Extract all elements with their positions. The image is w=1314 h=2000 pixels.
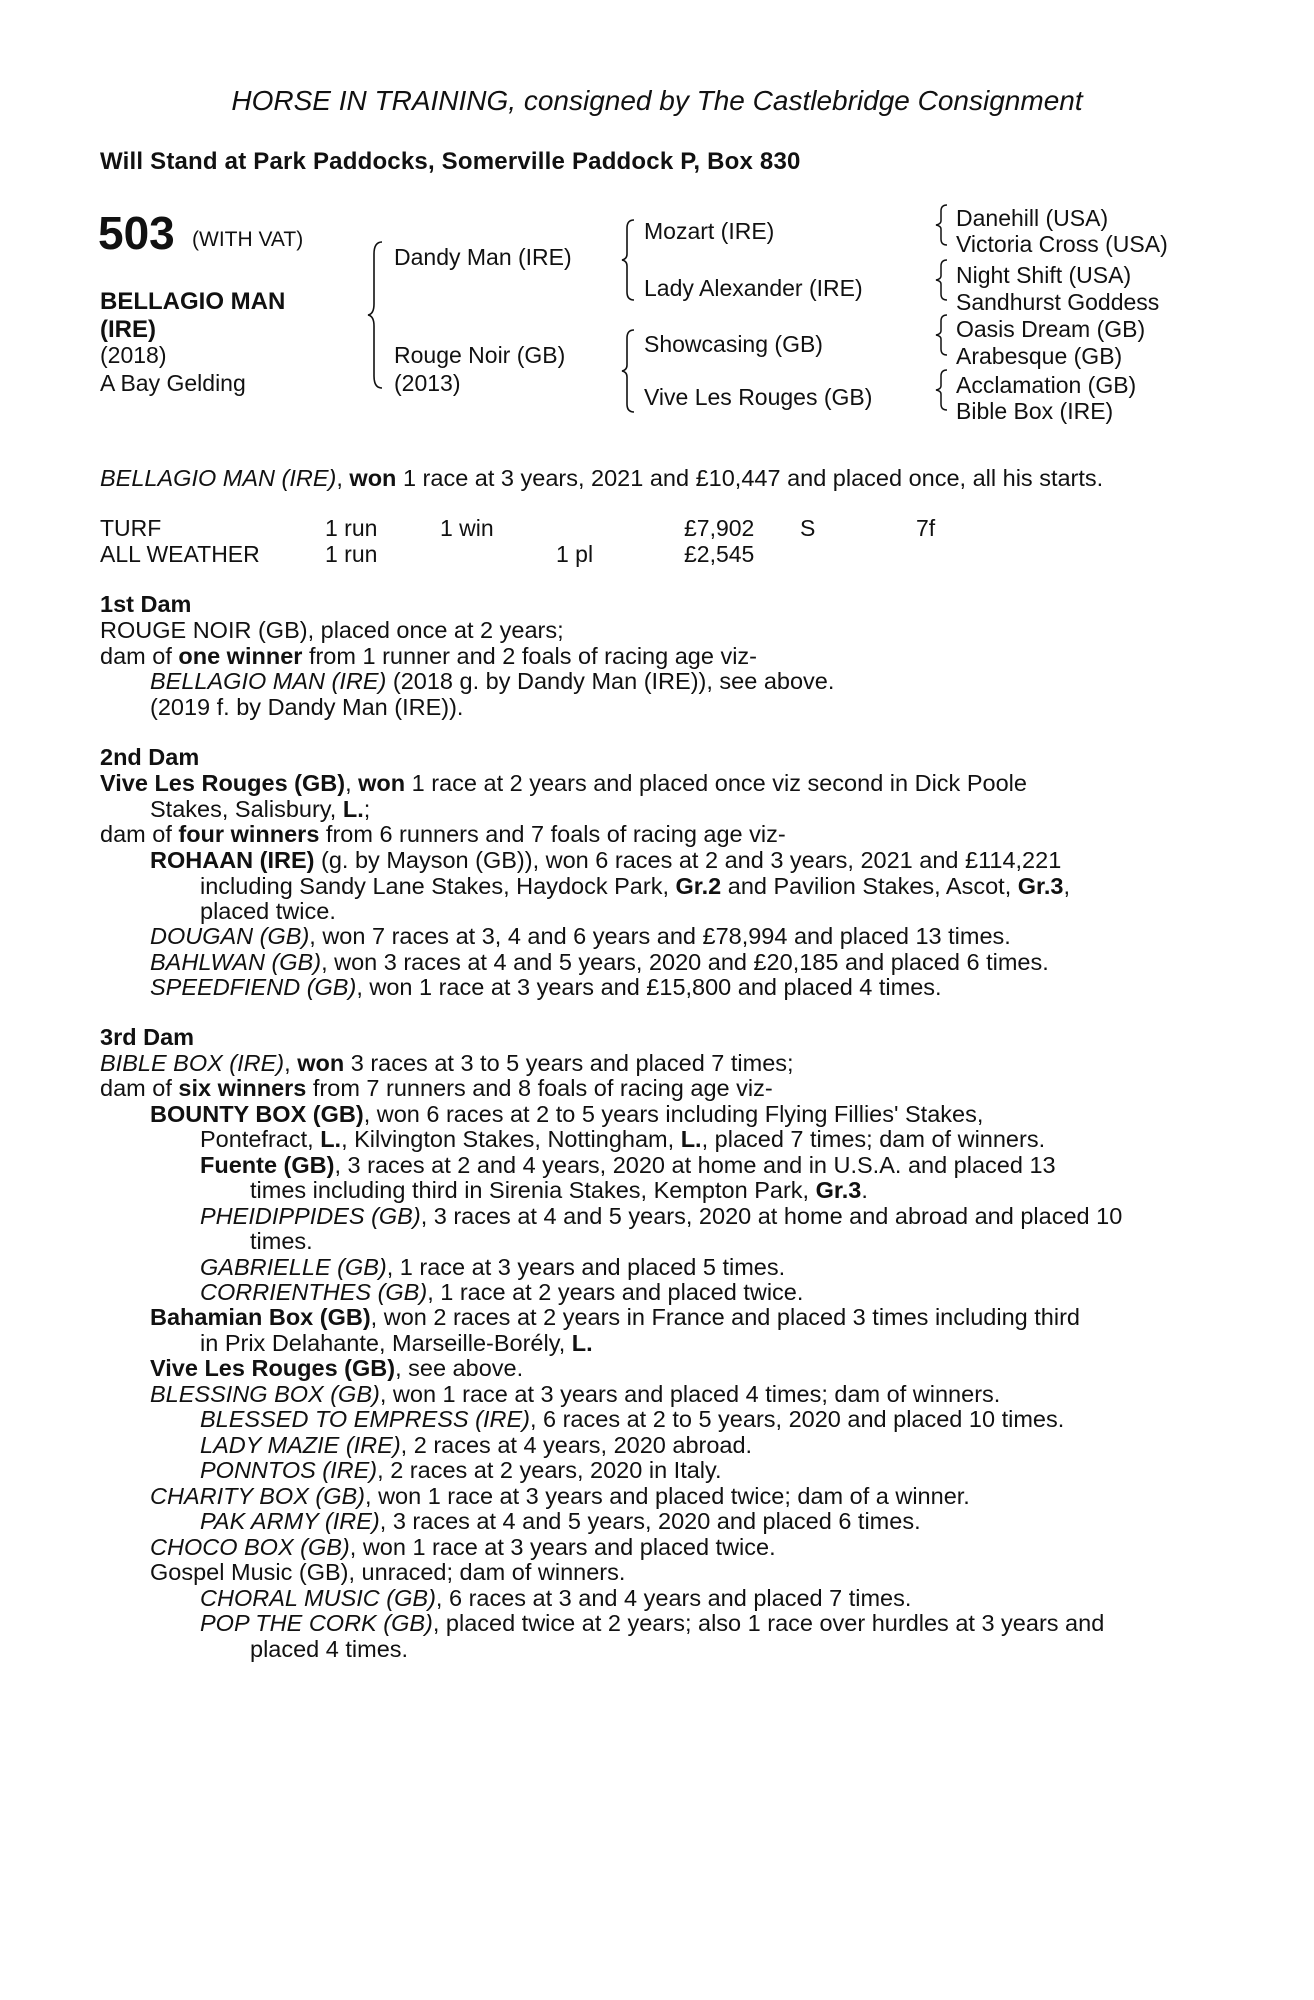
dam3-offspring: [200, 1330, 593, 1357]
pedigree-sire-dam: Lady Alexander (IRE): [644, 275, 863, 301]
dam3-name: BIBLE BOX (IRE): [100, 1050, 285, 1076]
dam2-text: 1 race at 2 years and placed once viz second in Dick Poole: [405, 770, 1027, 796]
dam1-line: ROUGE NOIR (GB), placed once at 2 years;: [100, 617, 564, 643]
dam3-offspring: [150, 1381, 1000, 1408]
offspring-name: BELLAGIO MAN (IRE): [150, 668, 387, 694]
pedigree-g7: Acclamation (GB): [956, 372, 1137, 398]
dam2-text: from 6 runners and 7 foals of racing age viz-: [319, 821, 786, 847]
record-distance: 7f: [916, 515, 936, 541]
pedigree-sire: Dandy Man (IRE): [394, 244, 572, 270]
dam2-offspring: [150, 949, 1049, 976]
dam3-won: won: [297, 1050, 345, 1076]
offspring-details: , won 1 race at 3 years and placed 4 times; dam of winners.: [379, 1381, 1001, 1407]
dam1-offspring: (2019 f. by Dandy Man (IRE)).: [150, 694, 464, 720]
dam1-text: from 1 runner and 2 foals of racing age viz-: [302, 643, 757, 669]
pedigree-g1: Danehill (USA): [956, 205, 1109, 231]
offspring-name: BLESSED TO EMPRESS (IRE): [200, 1406, 530, 1432]
stand-location: Will Stand at Park Paddocks, Somerville Paddock P, Box 830: [100, 148, 801, 175]
offspring-details: , 3 races at 4 and 5 years, 2020 and placed 6 times.: [379, 1508, 921, 1534]
offspring-name: BOUNTY BOX (GB): [150, 1101, 364, 1127]
lot-number: 503: [98, 207, 175, 259]
page-title: HORSE IN TRAINING, consigned by The Castlebridge Consignment: [231, 85, 1083, 116]
record-wins: 1 win: [440, 515, 494, 541]
pedigree-brace-g2: [934, 258, 950, 302]
dam3-offspring: [150, 1304, 1080, 1331]
dam1-text: dam of: [100, 643, 179, 669]
dam2-text: ;: [363, 796, 371, 822]
listed-label: L.: [320, 1126, 342, 1152]
section-heading: 1st Dam: [100, 591, 192, 617]
offspring-details: , 6 races at 2 to 5 years, 2020 and placed 10 times.: [529, 1406, 1065, 1432]
dam3-line: [100, 1075, 773, 1102]
pedigree-g4: Sandhurst Goddess: [956, 289, 1160, 315]
listed-label: L.: [680, 1126, 702, 1152]
offspring-details: (g. by Mayson (GB)), won 6 races at 2 and 3 years, 2021 and £114,221: [314, 847, 1062, 873]
dam3-line: [100, 1050, 794, 1077]
pedigree-g3: Night Shift (USA): [956, 262, 1132, 288]
offspring-name: GABRIELLE (GB): [200, 1254, 387, 1280]
offspring-details: , placed 7 times; dam of winners.: [701, 1126, 1046, 1152]
summary-text: 1 race at 3 years, 2021 and £10,447 and placed once, all his starts.: [396, 465, 1104, 491]
offspring-details: , won 1 race at 3 years and £15,800 and placed 4 times.: [356, 974, 942, 1000]
section-heading: 3rd Dam: [100, 1024, 195, 1050]
offspring-name: BLESSING BOX (GB): [150, 1381, 380, 1407]
offspring-details: , 3 races at 2 and 4 years, 2020 at home and in U.S.A. and placed 13: [334, 1152, 1056, 1178]
dam2-offspring: [150, 847, 1061, 874]
offspring-details: , 2 races at 2 years, 2020 in Italy.: [377, 1457, 722, 1483]
pedigree-g2: Victoria Cross (USA): [956, 231, 1168, 257]
pedigree-sire-sire: Mozart (IRE): [644, 218, 775, 244]
race-summary: BELLAGIO MAN (IRE), won 1 race at 3 years, 2021 and £10,447 and placed once, all his starts.: [100, 465, 1104, 491]
offspring-name: CORRIENTHES (GB): [200, 1279, 428, 1305]
offspring-details: , 3 races at 4 and 5 years, 2020 at home and abroad and placed 10: [420, 1203, 1123, 1229]
offspring-details: in Prix Delahante, Marseille-Borély,: [200, 1330, 572, 1356]
offspring-name: Fuente (GB): [200, 1152, 335, 1178]
dam3-offspring: [200, 1457, 722, 1484]
pedigree-brace-g3: [934, 313, 950, 357]
pedigree-brace-g1: [934, 203, 950, 247]
dam3-offspring: [200, 1585, 911, 1612]
dam3-winners: six winners: [178, 1075, 307, 1101]
horse-year: (2018): [100, 342, 167, 368]
dam3-text: dam of: [100, 1075, 179, 1101]
pedigree-dam-dam: Vive Les Rouges (GB): [644, 384, 873, 410]
horse-name-suffix: (IRE): [100, 316, 156, 343]
dam3-offspring: [200, 1406, 1064, 1433]
record-runs: 1 run: [325, 541, 378, 567]
dam3-offspring: [200, 1126, 1045, 1153]
dam3-text: ,: [284, 1050, 298, 1076]
dam3-offspring: [200, 1279, 803, 1306]
offspring-name: DOUGAN (GB): [150, 923, 310, 949]
offspring-details: including Sandy Lane Stakes, Haydock Park,: [200, 873, 676, 899]
record-runs: 1 run: [325, 515, 378, 541]
offspring-details: and Pavilion Stakes, Ascot,: [721, 873, 1018, 899]
horse-description: A Bay Gelding: [100, 370, 246, 396]
dam2-offspring: [200, 873, 1070, 900]
offspring-details: ,: [1063, 873, 1071, 899]
offspring-details: , see above.: [395, 1355, 524, 1381]
dam1-winners: one winner: [178, 643, 303, 669]
offspring-details: , won 6 races at 2 to 5 years including Flying Fillies' Stakes,: [363, 1101, 984, 1127]
offspring-details: , won 3 races at 4 and 5 years, 2020 and £20,185 and placed 6 times.: [321, 949, 1049, 975]
record-going: S: [800, 515, 816, 541]
record-surface: TURF: [100, 515, 162, 541]
offspring-details: , won 7 races at 3, 4 and 6 years and £78,994 and placed 13 times.: [309, 923, 1011, 949]
summary-won: won: [349, 465, 397, 491]
dam3-offspring: [150, 1483, 970, 1510]
offspring-details: .: [861, 1177, 868, 1203]
dam3-offspring: [200, 1203, 1122, 1230]
offspring-name: PONNTOS (IRE): [200, 1457, 378, 1483]
offspring-name: CHORAL MUSIC (GB): [200, 1585, 436, 1611]
record-prize: £2,545: [684, 541, 755, 567]
listed-label: L.: [571, 1330, 593, 1356]
dam2-text: ,: [345, 770, 359, 796]
dam2-winners: four winners: [178, 821, 320, 847]
summary-horse-name: BELLAGIO MAN (IRE): [100, 465, 337, 491]
dam3-offspring: times.: [250, 1228, 313, 1254]
offspring-name: CHARITY BOX (GB): [150, 1483, 366, 1509]
offspring-name: Bahamian Box (GB): [150, 1304, 371, 1330]
dam2-won: won: [358, 770, 406, 796]
pedigree-dam-year: (2013): [394, 370, 461, 396]
offspring-details: , 1 race at 2 years and placed twice.: [427, 1279, 804, 1305]
pedigree-g8: Bible Box (IRE): [956, 398, 1114, 424]
section-heading: 2nd Dam: [100, 744, 200, 770]
horse-name: BELLAGIO MAN: [100, 288, 286, 315]
group-label: Gr.3: [815, 1177, 862, 1203]
dam1-offspring: [150, 668, 834, 695]
group-label: Gr.3: [1017, 873, 1064, 899]
offspring-details: , 2 races at 4 years, 2020 abroad.: [400, 1432, 753, 1458]
dam2-text: dam of: [100, 821, 179, 847]
offspring-details: (2018 g. by Dandy Man (IRE)), see above.: [386, 668, 835, 694]
group-label: Gr.2: [675, 873, 722, 899]
dam2-text: Stakes, Salisbury,: [150, 796, 343, 822]
offspring-details: , won 2 races at 2 years in France and placed 3 times including third: [370, 1304, 1080, 1330]
offspring-details: times including third in Sirenia Stakes, Kempton Park,: [250, 1177, 816, 1203]
dam2-offspring: [150, 923, 1011, 950]
offspring-name: ROHAAN (IRE): [150, 847, 315, 873]
offspring-name: BAHLWAN (GB): [150, 949, 322, 975]
offspring-details: , Kilvington Stakes, Nottingham,: [341, 1126, 681, 1152]
dam3-offspring: [200, 1432, 752, 1459]
dam3-offspring: Gospel Music (GB), unraced; dam of winners.: [150, 1559, 626, 1585]
vat-note: (WITH VAT): [192, 228, 304, 251]
dam3-offspring: [200, 1610, 1104, 1637]
offspring-name: PAK ARMY (IRE): [200, 1508, 380, 1534]
dam1-line: [100, 643, 757, 670]
dam3-text: 3 races at 3 to 5 years and placed 7 times;: [344, 1050, 794, 1076]
record-prize: £7,902: [684, 515, 755, 541]
pedigree-brace-g4: [934, 368, 950, 412]
record-surface: ALL WEATHER: [100, 541, 260, 567]
offspring-name: Vive Les Rouges (GB): [150, 1355, 396, 1381]
dam3-offspring: [200, 1508, 921, 1535]
offspring-name: POP THE CORK (GB): [200, 1610, 433, 1636]
dam3-offspring: placed 4 times.: [250, 1636, 409, 1662]
dam3-text: from 7 runners and 8 foals of racing age viz-: [306, 1075, 773, 1101]
record-placed: 1 pl: [556, 541, 594, 567]
offspring-details: , won 1 race at 3 years and placed twice.: [349, 1534, 776, 1560]
offspring-name: SPEEDFIEND (GB): [150, 974, 357, 1000]
pedigree-brace-dam: [620, 328, 638, 414]
offspring-name: CHOCO BOX (GB): [150, 1534, 350, 1560]
dam2-line: [100, 821, 786, 848]
listed-label: L.: [342, 796, 364, 822]
dam2-offspring: [150, 974, 942, 1001]
dam3-offspring: [200, 1254, 785, 1281]
dam2-name: Vive Les Rouges (GB): [100, 770, 346, 796]
pedigree-brace-sire: [620, 218, 638, 302]
dam2-line: [100, 770, 1027, 797]
dam2-offspring: placed twice.: [200, 898, 336, 924]
offspring-details: , won 1 race at 3 years and placed twice; dam of a winner.: [365, 1483, 970, 1509]
offspring-details: , 1 race at 3 years and placed 5 times.: [386, 1254, 786, 1280]
pedigree-dam-sire: Showcasing (GB): [644, 331, 823, 357]
offspring-details: , 6 races at 3 and 4 years and placed 7 times.: [435, 1585, 912, 1611]
dam3-offspring: [150, 1355, 523, 1382]
dam2-line: [150, 796, 370, 823]
pedigree-g6: Arabesque (GB): [956, 343, 1123, 369]
pedigree-dam: Rouge Noir (GB): [394, 342, 566, 368]
dam3-offspring: [150, 1101, 983, 1128]
pedigree-g5: Oasis Dream (GB): [956, 316, 1146, 342]
offspring-name: LADY MAZIE (IRE): [200, 1432, 401, 1458]
pedigree-brace-main: [366, 240, 386, 390]
dam3-offspring: [250, 1177, 868, 1204]
dam3-offspring: [200, 1152, 1056, 1179]
offspring-details: , placed twice at 2 years; also 1 race over hurdles at 3 years and: [432, 1610, 1105, 1636]
offspring-name: PHEIDIPPIDES (GB): [200, 1203, 421, 1229]
dam3-offspring: [150, 1534, 776, 1561]
offspring-details: Pontefract,: [200, 1126, 321, 1152]
